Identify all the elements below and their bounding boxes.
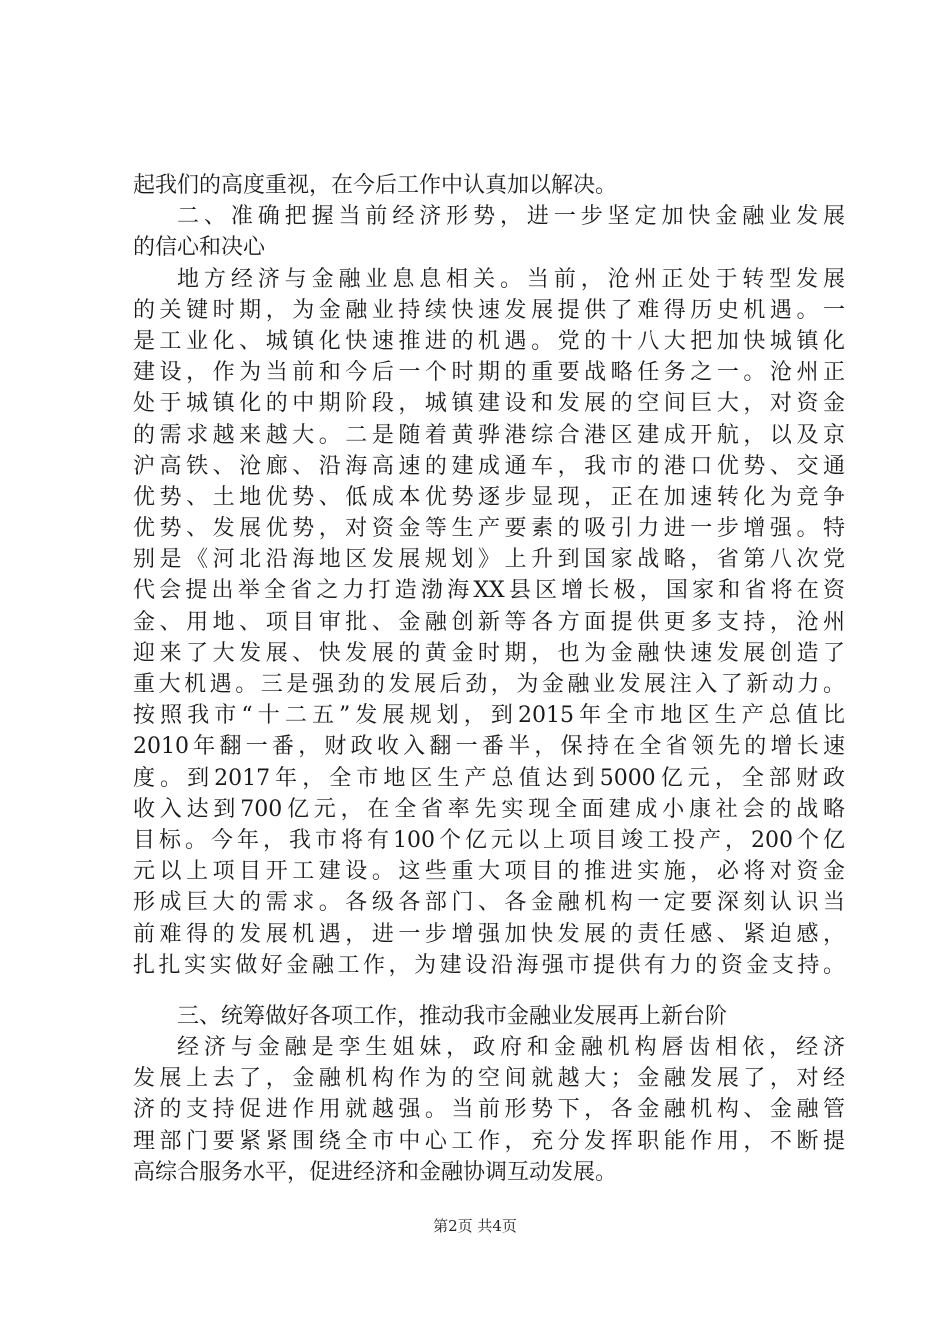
text-line: 二、准确把握当前经济形势，进一步坚定加快金融业发展 bbox=[177, 204, 845, 230]
text-line: 目标。今年，我市将有100个亿元以上项目竣工投产，200个亿 bbox=[133, 827, 845, 853]
text-line: 度。到2017年，全市地区生产总值达到5000亿元，全部财政 bbox=[133, 765, 845, 791]
text-line: 的信心和决心 bbox=[133, 235, 266, 261]
text-line: 高综合服务水平，促进经济和金融协调互动发展。 bbox=[133, 1159, 618, 1185]
text-line: 济的支持促进作用就越强。当前形势下，各金融机构、金融管 bbox=[133, 1097, 845, 1123]
text-line: 金、用地、项目审批、金融创新等各方面提供更多支持，沧州 bbox=[133, 609, 845, 635]
text-line: 的需求越来越大。二是随着黄骅港综合港区建成开航，以及京 bbox=[133, 422, 845, 448]
text-line: 前难得的发展机遇，进一步增强加快发展的责任感、紧迫感， bbox=[133, 921, 845, 947]
text-line: 地方经济与金融业息息相关。当前，沧州正处于转型发展 bbox=[177, 266, 845, 292]
text-line: 三、统筹做好各项工作，推动我市金融业发展再上新台阶 bbox=[177, 1003, 728, 1029]
text-line: 代会提出举全省之力打造渤海XX县区增长极，国家和省将在资 bbox=[133, 578, 845, 604]
text-line: 处于城镇化的中期阶段，城镇建设和发展的空间巨大，对资金 bbox=[133, 391, 845, 417]
text-line: 经济与金融是孪生姐妹，政府和金融机构唇齿相依，经济 bbox=[177, 1035, 845, 1061]
page-footer: 第2页 共4页 bbox=[433, 1217, 517, 1235]
section-coordinate-work bbox=[133, 1001, 845, 1188]
text-line: 优势、土地优势、低成本优势逐步显现，正在加速转化为竞争 bbox=[133, 484, 845, 510]
text-line: 建设，作为当前和今后一个时期的重要战略任务之一。沧州正 bbox=[133, 360, 845, 386]
text-line: 迎来了大发展、快发展的黄金时期，也为金融快速发展创造了 bbox=[133, 640, 845, 666]
text-line: 扎扎实实做好金融工作，为建设沿海强市提供有力的资金支持。 bbox=[133, 952, 845, 978]
text-line: 起我们的高度重视，在今后工作中认真加以解决。 bbox=[133, 173, 618, 198]
text-line: 重大机遇。三是强劲的发展后劲，为金融业发展注入了新动力。 bbox=[133, 672, 845, 697]
text-line: 优势、发展优势，对资金等生产要素的吸引力进一步增强。特 bbox=[133, 516, 845, 542]
text-line: 发展上去了，金融机构作为的空间就越大；金融发展了，对经 bbox=[133, 1066, 845, 1092]
text-line: 2010年翻一番，财政收入翻一番半，保持在全省领先的增长速 bbox=[133, 734, 845, 760]
text-line: 别是《河北沿海地区发展规划》上升到国家战略，省第八次党 bbox=[133, 547, 845, 573]
section-economic-situation bbox=[133, 170, 845, 981]
text-line: 是工业化、城镇化快速推进的机遇。党的十八大把加快城镇化 bbox=[133, 328, 845, 354]
text-line: 的关键时期，为金融业持续快速发展提供了难得历史机遇。一 bbox=[133, 297, 845, 323]
text-line: 按照我市“十二五”发展规划，到2015年全市地区生产总值比 bbox=[133, 703, 845, 729]
text-line: 收入达到700亿元，在全省率先实现全面建成小康社会的战略 bbox=[133, 796, 845, 822]
text-line: 元以上项目开工建设。这些重大项目的推进实施，必将对资金 bbox=[133, 859, 845, 885]
paragraph-gap bbox=[133, 981, 845, 1001]
document-body bbox=[133, 170, 845, 1188]
text-line: 沪高铁、沧廊、沿海高速的建成通车，我市的港口优势、交通 bbox=[133, 453, 845, 479]
text-line: 理部门要紧紧围绕全市中心工作，充分发挥职能作用，不断提 bbox=[133, 1128, 845, 1154]
text-line: 形成巨大的需求。各级各部门、各金融机构一定要深刻认识当 bbox=[133, 890, 845, 916]
